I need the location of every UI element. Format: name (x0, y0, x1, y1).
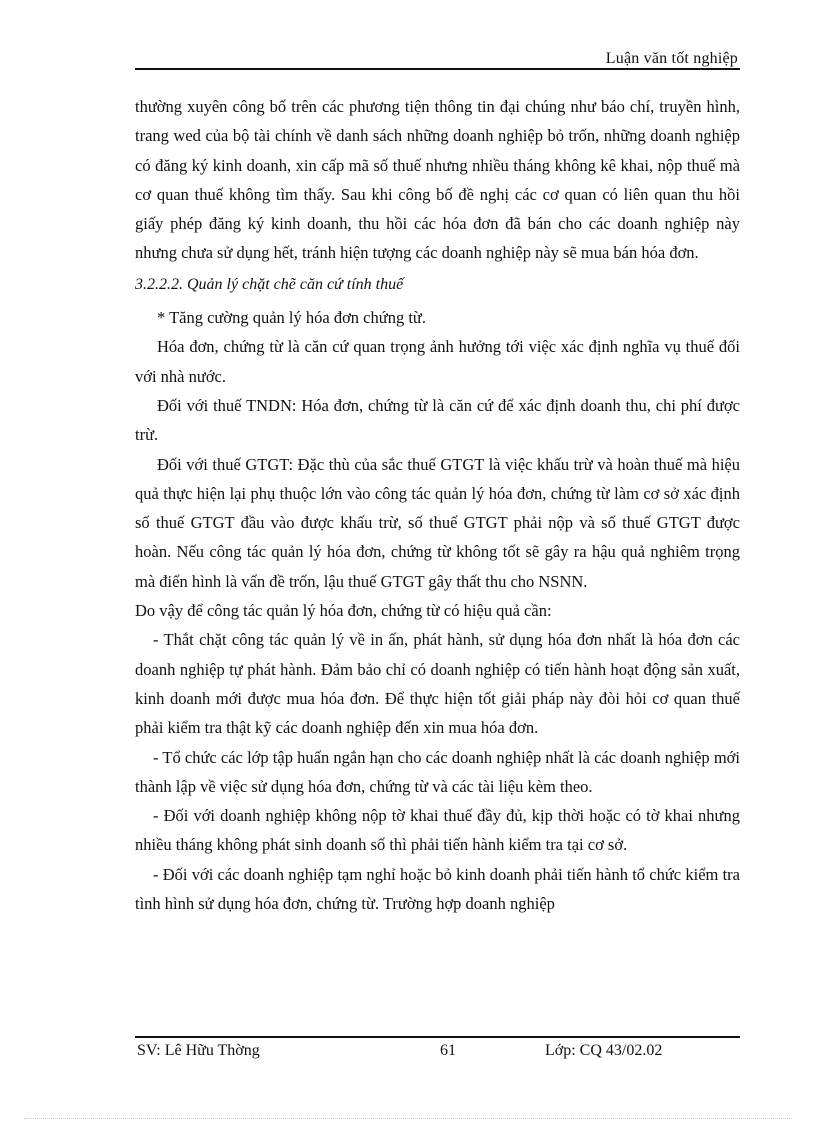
page-number: 61 (440, 1042, 456, 1059)
list-item: - Đối với doanh nghiệp không nộp tờ khai thuế đầy đủ, kịp thời hoặc có tờ khai nhưng nhiều tháng không phát sinh doanh số thì phải tiến hành kiểm tra tại cơ sở. (135, 806, 740, 855)
footer-student: SV: Lê Hữu Thờng (137, 1042, 260, 1059)
page-bottom-edge (24, 1118, 792, 1119)
footer-divider (135, 1036, 740, 1038)
list-item: - Tổ chức các lớp tập huấn ngắn hạn cho các doanh nghiệp nhất là các doanh nghiệp mới thành lập về việc sử dụng hóa đơn, chứng từ và các tài liệu kèm theo. (135, 747, 740, 796)
header-divider (135, 68, 740, 70)
tndn-paragraph: Đối với thuế TNDN: Hóa đơn, chứng từ là căn cứ để xác định doanh thu, chi phí được trừ. (135, 395, 740, 445)
section-heading: 3.2.2.2. Quản lý chặt chẽ căn cứ tính thuế (135, 275, 404, 293)
intro-paragraph: thường xuyên công bố trên các phương tiện thông tin đại chúng như báo chí, truyền hình, trang wed của bộ tài chính về danh sách những doanh nghiệp bỏ trốn, những doanh nghiệp có đăng ký kinh doanh, xin cấp mã số thuế nhưng nhiều tháng không kê khai, nộp thuế mà cơ quan thuế không tìm thấy. Sau khi công bố đề nghị các cơ quan có liên quan thu hồi giấy phép đăng ký kinh doanh, thu hồi các hóa đơn đã bán cho các doanh nghiệp này nhưng chưa sử dụng hết, tránh hiện tượng các doanh nghiệp này sẽ mua bán hóa đơn. (135, 97, 740, 263)
bullet-heading: * Tăng cường quản lý hóa đơn chứng từ. (157, 308, 426, 328)
footer-class: Lớp: CQ 43/02.02 (545, 1042, 663, 1059)
therefore-paragraph: Do vậy để công tác quản lý hóa đơn, chứng từ có hiệu quả cần: (135, 601, 552, 621)
list-item: - Thắt chặt công tác quản lý về in ấn, phát hành, sử dụng hóa đơn nhất là hóa đơn các doanh nghiệp tự phát hành. Đảm bảo chỉ có doanh nghiệp có tiến hành hoạt động sản xuất, kinh doanh mới được mua hóa đơn. Để thực hiện tốt giải pháp này đòi hỏi cơ quan thuế phải kiểm tra thật kỹ các doanh nghiệp đến xin mua hóa đơn. (135, 630, 740, 738)
invoice-basis-paragraph: Hóa đơn, chứng từ là căn cứ quan trọng ảnh hưởng tới việc xác định nghĩa vụ thuế đối với nhà nước. (135, 337, 740, 386)
gtgt-paragraph: Đối với thuế GTGT: Đặc thù của sắc thuế GTGT là việc khấu trừ và hoàn thuế mà hiệu quả thực hiện lại phụ thuộc lớn vào công tác quản lý hóa đơn, chứng từ làm cơ sở xác định số thuế GTGT đầu vào được khấu trừ, số thuế GTGT phải nộp và số thuế GTGT được hoàn. Nếu công tác quản lý hóa đơn, chứng từ không tốt sẽ gây ra hậu quả nghiêm trọng mà điển hình là vấn đề trốn, lậu thuế GTGT gây thất thu cho NSNN. (135, 454, 740, 591)
header-title: Luận văn tốt nghiệp (605, 50, 738, 67)
list-item: - Đối với các doanh nghiệp tạm nghỉ hoặc bỏ kinh doanh phải tiến hành tổ chức kiểm tra tình hình sử dụng hóa đơn, chứng từ. Trường hợp doanh nghiệp (135, 864, 740, 914)
document-body (135, 92, 740, 918)
